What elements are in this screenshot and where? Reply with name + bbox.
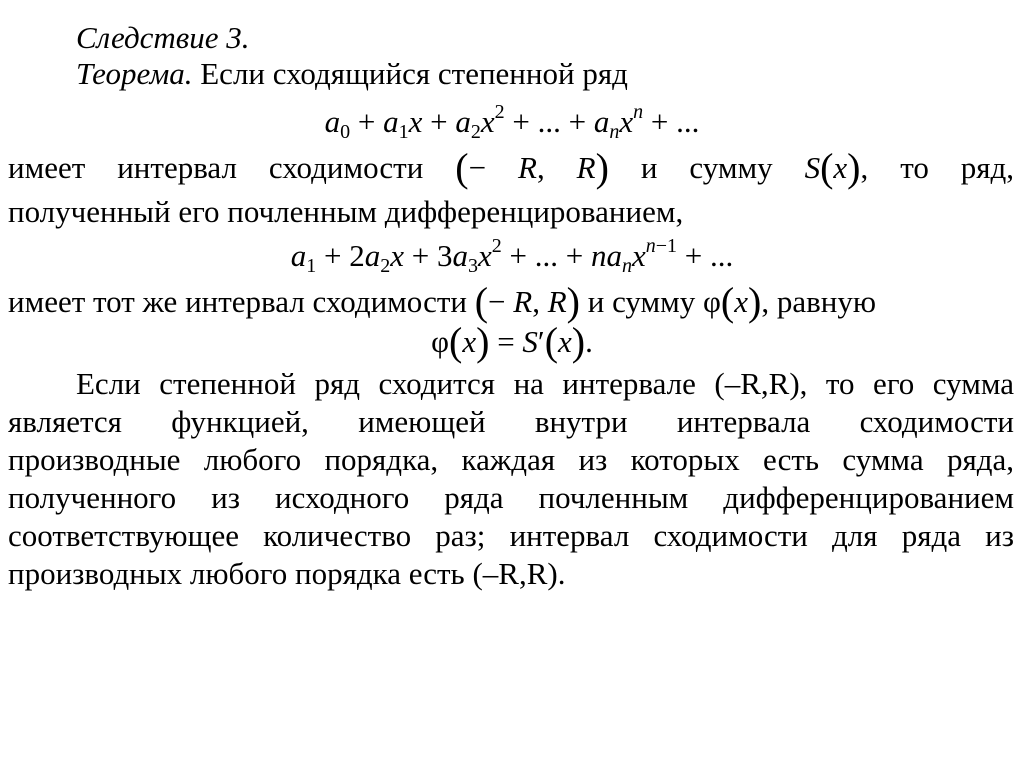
para3-line1 xyxy=(76,366,1014,402)
formula-derivative-series: $a_1 + 2a_2x + 3a_3x^2$ + ... + $na_nx^{n-1}$ + ... xyxy=(290,235,734,277)
para1-text-start: имеет интервал сходимости xyxy=(8,150,424,185)
para3-line1-text: Если степенной ряд сходится на интервале (–R,R), то его сумма xyxy=(76,366,1014,401)
theorem-heading xyxy=(76,56,1024,92)
theorem-label: Теорема. xyxy=(76,56,193,91)
sum-math-phi: φ(x), xyxy=(703,279,770,324)
para3-line5-text: соответствующее количество раз; интервал сходимости для ряда из xyxy=(8,518,1014,553)
para3-line3 xyxy=(8,442,1014,478)
corollary-label: Следствие 3. xyxy=(76,20,250,55)
interval-math-1: (− R, R) xyxy=(455,145,609,190)
para1-text-end: то ряд, xyxy=(900,150,1015,185)
para1-line1 xyxy=(8,145,1015,190)
corollary-heading xyxy=(76,20,1024,56)
para2-line1 xyxy=(8,279,1014,324)
para3-line6 xyxy=(8,556,1014,592)
para2-text-start: имеет тот же интервал сходимости xyxy=(8,284,467,319)
sum-math-s: S(x), xyxy=(804,145,869,190)
formula-power-series: $a_0 + a_1x + a_2x^2$ + ... + $a_nx^n$ + ... xyxy=(324,101,700,143)
para3-line6-text: производных любого порядка есть (–R,R). xyxy=(8,556,566,591)
para3-line2-text: является функцией, имеющей внутри интервала сходимости xyxy=(8,404,1014,439)
para1-text-mid: и сумму xyxy=(640,150,773,185)
para1-line2-text: полученный его почленным дифференцированием, xyxy=(8,194,684,229)
para3-line4 xyxy=(8,480,1014,516)
para1-line2 xyxy=(8,194,1014,230)
para3-line2 xyxy=(8,404,1014,440)
para2-text-end: равную xyxy=(769,284,876,319)
theorem-intro-text: Если сходящийся степенной ряд xyxy=(192,56,628,91)
para3-line4-text: полученного из исходного ряда почленным дифференцированием xyxy=(8,480,1014,515)
para3-line5 xyxy=(8,518,1014,554)
para2-text-mid: и сумму xyxy=(579,284,704,319)
para3-line3-text: производные любого порядка, каждая из которых есть сумма ряда, xyxy=(8,442,1014,477)
formula-phi-equals-derivative: φ(x) = S′(x). xyxy=(431,319,593,364)
interval-math-2: (− R, R) xyxy=(474,279,580,324)
